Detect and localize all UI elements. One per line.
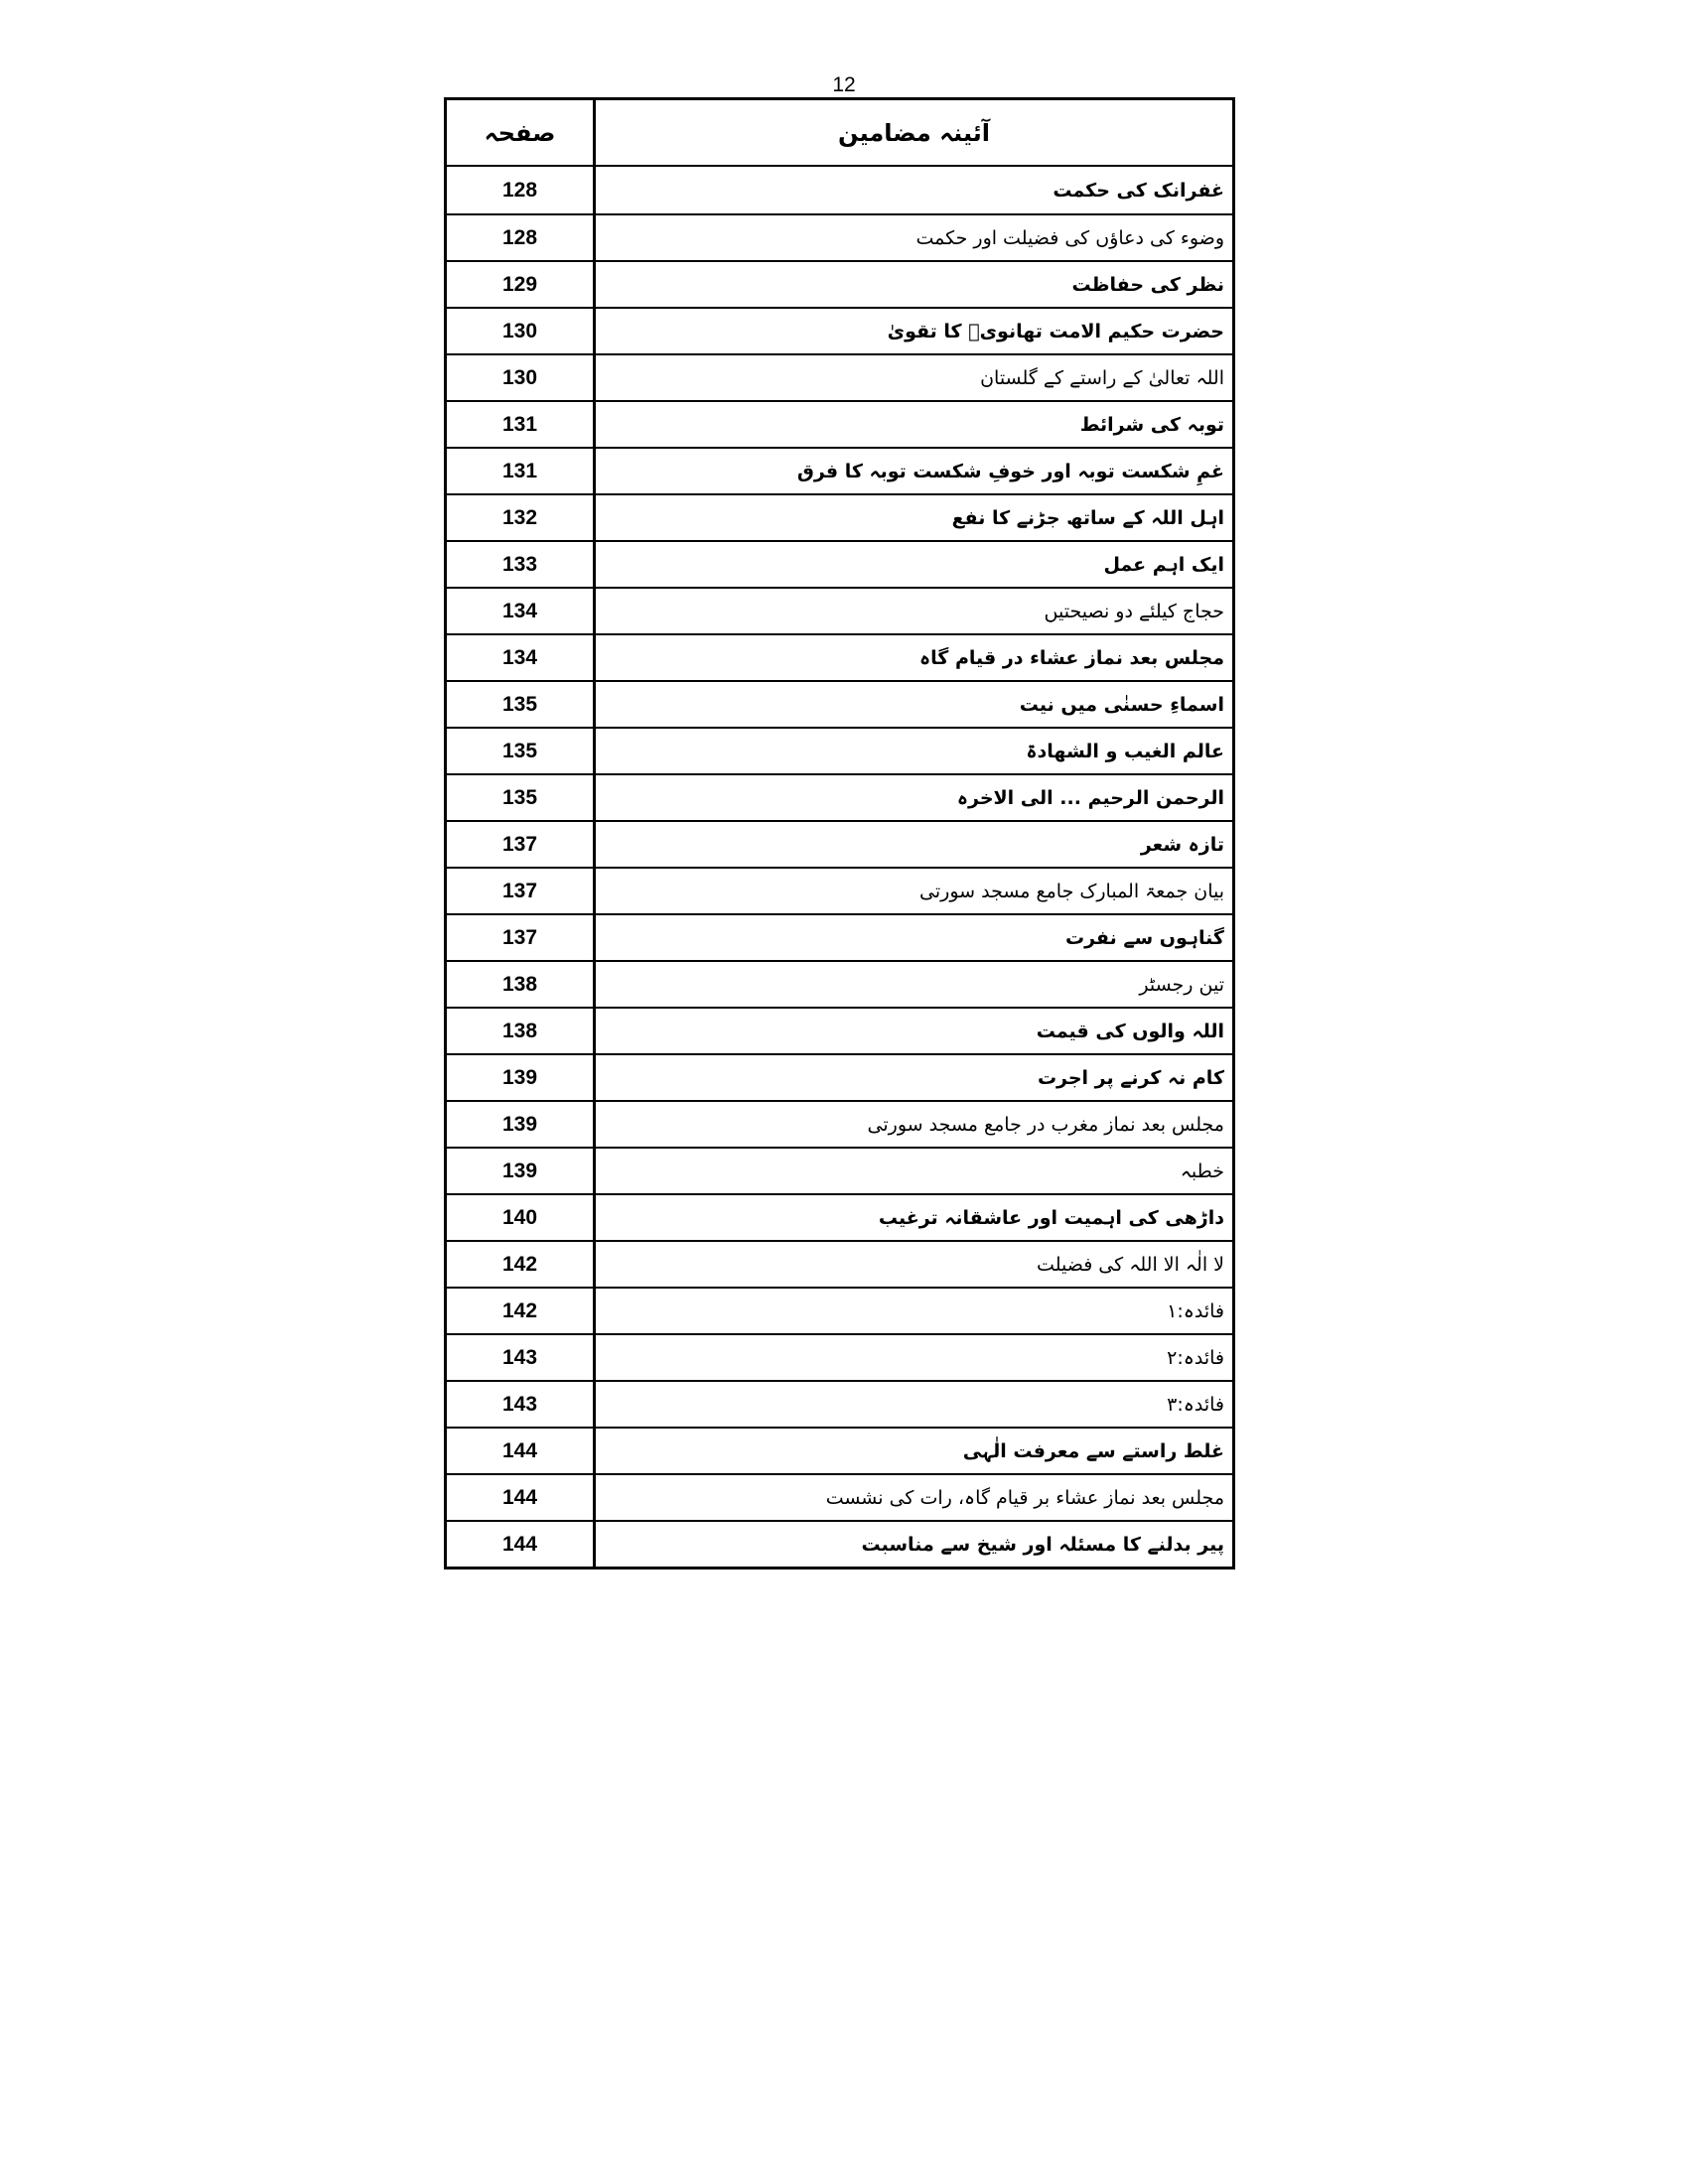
row-page-number: 135 (447, 729, 596, 773)
row-title: غفرانک کی حکمت (1053, 179, 1224, 202)
row-title: بیان جمعۃ المبارک جامع مسجد سورتی (919, 880, 1224, 902)
row-page-number: 134 (447, 635, 596, 680)
row-page-number: 144 (447, 1475, 596, 1520)
row-title: فائدہ:۲ (1167, 1346, 1224, 1369)
row-page-number: 137 (447, 869, 596, 913)
row-title: حضرت حکیم الامت تھانویؒ کا تقویٰ (887, 320, 1224, 342)
row-title: حجاج کیلئے دو نصیحتیں (1044, 600, 1224, 622)
row-page-number: 135 (447, 682, 596, 727)
table-row (447, 1147, 1232, 1193)
table-row (447, 353, 1232, 400)
table-row (447, 960, 1232, 1007)
row-title: ایک اہم عمل (1103, 553, 1224, 576)
row-title: تازہ شعر (1140, 833, 1224, 856)
table-row (447, 867, 1232, 913)
table-row (447, 1287, 1232, 1333)
row-page-number: 134 (447, 589, 596, 633)
row-page-number: 139 (447, 1149, 596, 1193)
row-title: اللہ تعالیٰ کے راستے کے گلستان (980, 366, 1224, 389)
row-title: اللہ والوں کی قیمت (1036, 1020, 1224, 1042)
row-page-number: 138 (447, 1009, 596, 1053)
table-row (447, 400, 1232, 447)
row-title: عالم الغیب و الشھادۃ (1026, 740, 1224, 762)
row-title: فائدہ:۱ (1167, 1299, 1224, 1322)
row-title: اہل اللہ کے ساتھ جڑنے کا نفع (951, 506, 1224, 529)
row-title: خطبہ (1180, 1160, 1224, 1182)
toc-body (447, 167, 1232, 1567)
row-title: کام نہ کرنے پر اجرت (1037, 1066, 1224, 1089)
row-page-number: 139 (447, 1102, 596, 1147)
row-page-number: 132 (447, 495, 596, 540)
table-row (447, 213, 1232, 260)
page-column-header: صفحہ (447, 100, 596, 165)
table-row (447, 447, 1232, 493)
row-title: تین رجسٹر (1139, 973, 1224, 996)
row-page-number: 137 (447, 822, 596, 867)
table-row (447, 727, 1232, 773)
table-row (447, 260, 1232, 307)
table-row (447, 1053, 1232, 1100)
row-page-number: 131 (447, 402, 596, 447)
table-row (447, 540, 1232, 587)
row-page-number: 142 (447, 1289, 596, 1333)
row-title: توبہ کی شرائط (1079, 413, 1224, 436)
row-title: فائدہ:۳ (1167, 1393, 1224, 1416)
row-title: لا الٰہ الا اللہ کی فضیلت (1037, 1253, 1224, 1276)
table-row (447, 493, 1232, 540)
row-title: مجلس بعد نماز مغرب در جامع مسجد سورتی (867, 1113, 1224, 1136)
row-title: گناہوں سے نفرت (1065, 926, 1224, 949)
table-row (447, 1473, 1232, 1520)
row-page-number: 137 (447, 915, 596, 960)
row-page-number: 143 (447, 1382, 596, 1427)
table-row (447, 1240, 1232, 1287)
row-title: غمِ شکست توبہ اور خوفِ شکست توبہ کا فرق (796, 460, 1224, 482)
row-title: غلط راستے سے معرفت الٰہی (962, 1439, 1224, 1462)
table-row (447, 1520, 1232, 1567)
table-row (447, 773, 1232, 820)
row-title: الرحمن الرحیم ... الی الاخرہ (956, 786, 1224, 809)
row-page-number: 130 (447, 355, 596, 400)
table-row (447, 587, 1232, 633)
row-title: مجلس بعد نماز عشاء بر قیام گاہ، رات کی نشست (825, 1486, 1224, 1509)
table-row (447, 633, 1232, 680)
page-number: 12 (832, 73, 856, 96)
row-title: داڑھی کی اہمیت اور عاشقانہ ترغیب (878, 1206, 1224, 1229)
row-page-number: 144 (447, 1429, 596, 1473)
row-title: نظر کی حفاظت (1071, 273, 1224, 296)
row-page-number: 128 (447, 215, 596, 260)
table-row (447, 167, 1232, 213)
row-title: مجلس بعد نماز عشاء در قیام گاہ (919, 646, 1224, 669)
row-page-number: 143 (447, 1335, 596, 1380)
table-of-contents (444, 97, 1235, 1570)
row-title: وضوء کی دعاؤں کی فضیلت اور حکمت (915, 226, 1224, 249)
table-row (447, 1100, 1232, 1147)
table-row (447, 913, 1232, 960)
row-page-number: 144 (447, 1522, 596, 1567)
row-page-number: 139 (447, 1055, 596, 1100)
row-page-number: 142 (447, 1242, 596, 1287)
row-page-number: 130 (447, 309, 596, 353)
table-row (447, 820, 1232, 867)
row-page-number: 128 (447, 167, 596, 213)
row-title: پیر بدلنے کا مسئلہ اور شیخ سے مناسبت (861, 1533, 1224, 1556)
row-page-number: 140 (447, 1195, 596, 1240)
table-row (447, 307, 1232, 353)
table-row (447, 1333, 1232, 1380)
row-page-number: 133 (447, 542, 596, 587)
contents-column-header: آئینہ مضامین (837, 118, 991, 147)
row-page-number: 131 (447, 449, 596, 493)
row-page-number: 135 (447, 775, 596, 820)
table-row (447, 1193, 1232, 1240)
row-title: اسماءِ حسنٰی میں نیت (1019, 693, 1224, 716)
toc-header-row (447, 100, 1232, 167)
table-row (447, 1427, 1232, 1473)
table-row (447, 1380, 1232, 1427)
row-page-number: 129 (447, 262, 596, 307)
table-row (447, 680, 1232, 727)
table-row (447, 1007, 1232, 1053)
row-page-number: 138 (447, 962, 596, 1007)
